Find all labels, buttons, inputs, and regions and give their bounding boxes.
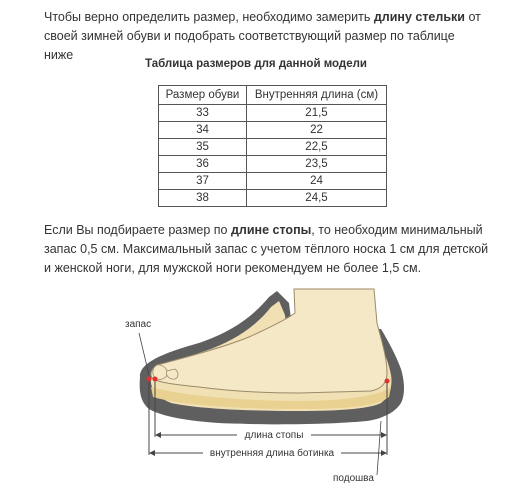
intro-text-end: от своей зимней обуви и подобрать соответствующий размер по таблице ниже xyxy=(44,10,481,62)
cell-length: 23,5 xyxy=(247,156,387,173)
size-table xyxy=(158,85,387,207)
label-margin: запас xyxy=(125,319,152,330)
size-table-title: Таблица размеров для данной модели xyxy=(144,58,368,70)
label-sole: подошва xyxy=(333,473,374,484)
arrow-head xyxy=(381,450,387,456)
boot-measurement-diagram xyxy=(119,279,431,487)
table-row xyxy=(159,139,387,156)
cell-length: 22 xyxy=(247,122,387,139)
intro-bold-insole-length: длину стельки xyxy=(373,10,465,24)
table-row xyxy=(159,105,387,122)
note-text-start: Если Вы подбираете размер по xyxy=(44,223,231,237)
header-shoe-size: Размер обуви xyxy=(159,86,247,105)
table-row xyxy=(159,173,387,190)
cell-size: 33 xyxy=(159,105,247,122)
arrow-head xyxy=(381,432,387,438)
marker-foot-tip xyxy=(153,377,158,382)
cell-length: 22,5 xyxy=(247,139,387,156)
note-bold-foot-length: длине стопы xyxy=(230,223,312,237)
cell-size: 36 xyxy=(159,156,247,173)
sole-pointer xyxy=(377,421,381,475)
cell-size: 34 xyxy=(159,122,247,139)
size-table-header-row xyxy=(159,86,387,105)
table-row xyxy=(159,122,387,139)
cell-size: 37 xyxy=(159,173,247,190)
marker-toe xyxy=(147,377,152,382)
cell-length: 24,5 xyxy=(247,190,387,207)
marker-heel xyxy=(385,379,390,384)
note-text-end: , то необходим минимальный запас 0,5 см. Максимальный запас с учетом тёплого носка 1 см для детской и женской ноги, для мужской ноги рекомендуем не более 1,5 см. xyxy=(44,223,489,275)
header-inner-length: Внутренняя длина (см) xyxy=(247,86,387,105)
label-foot-length: длина стопы xyxy=(244,430,304,441)
table-row xyxy=(159,156,387,173)
cell-size: 38 xyxy=(159,190,247,207)
note-paragraph xyxy=(44,221,494,278)
cell-size: 35 xyxy=(159,139,247,156)
intro-text-start: Чтобы верно определить размер, необходимо замерить xyxy=(44,10,374,24)
arrow-head xyxy=(155,432,161,438)
intro-paragraph xyxy=(44,8,484,65)
foot-toe xyxy=(166,369,178,379)
cell-length: 21,5 xyxy=(247,105,387,122)
arrow-head xyxy=(149,450,155,456)
table-row xyxy=(159,190,387,207)
cell-length: 24 xyxy=(247,173,387,190)
label-inner-length: внутренняя длина ботинка xyxy=(209,448,335,459)
